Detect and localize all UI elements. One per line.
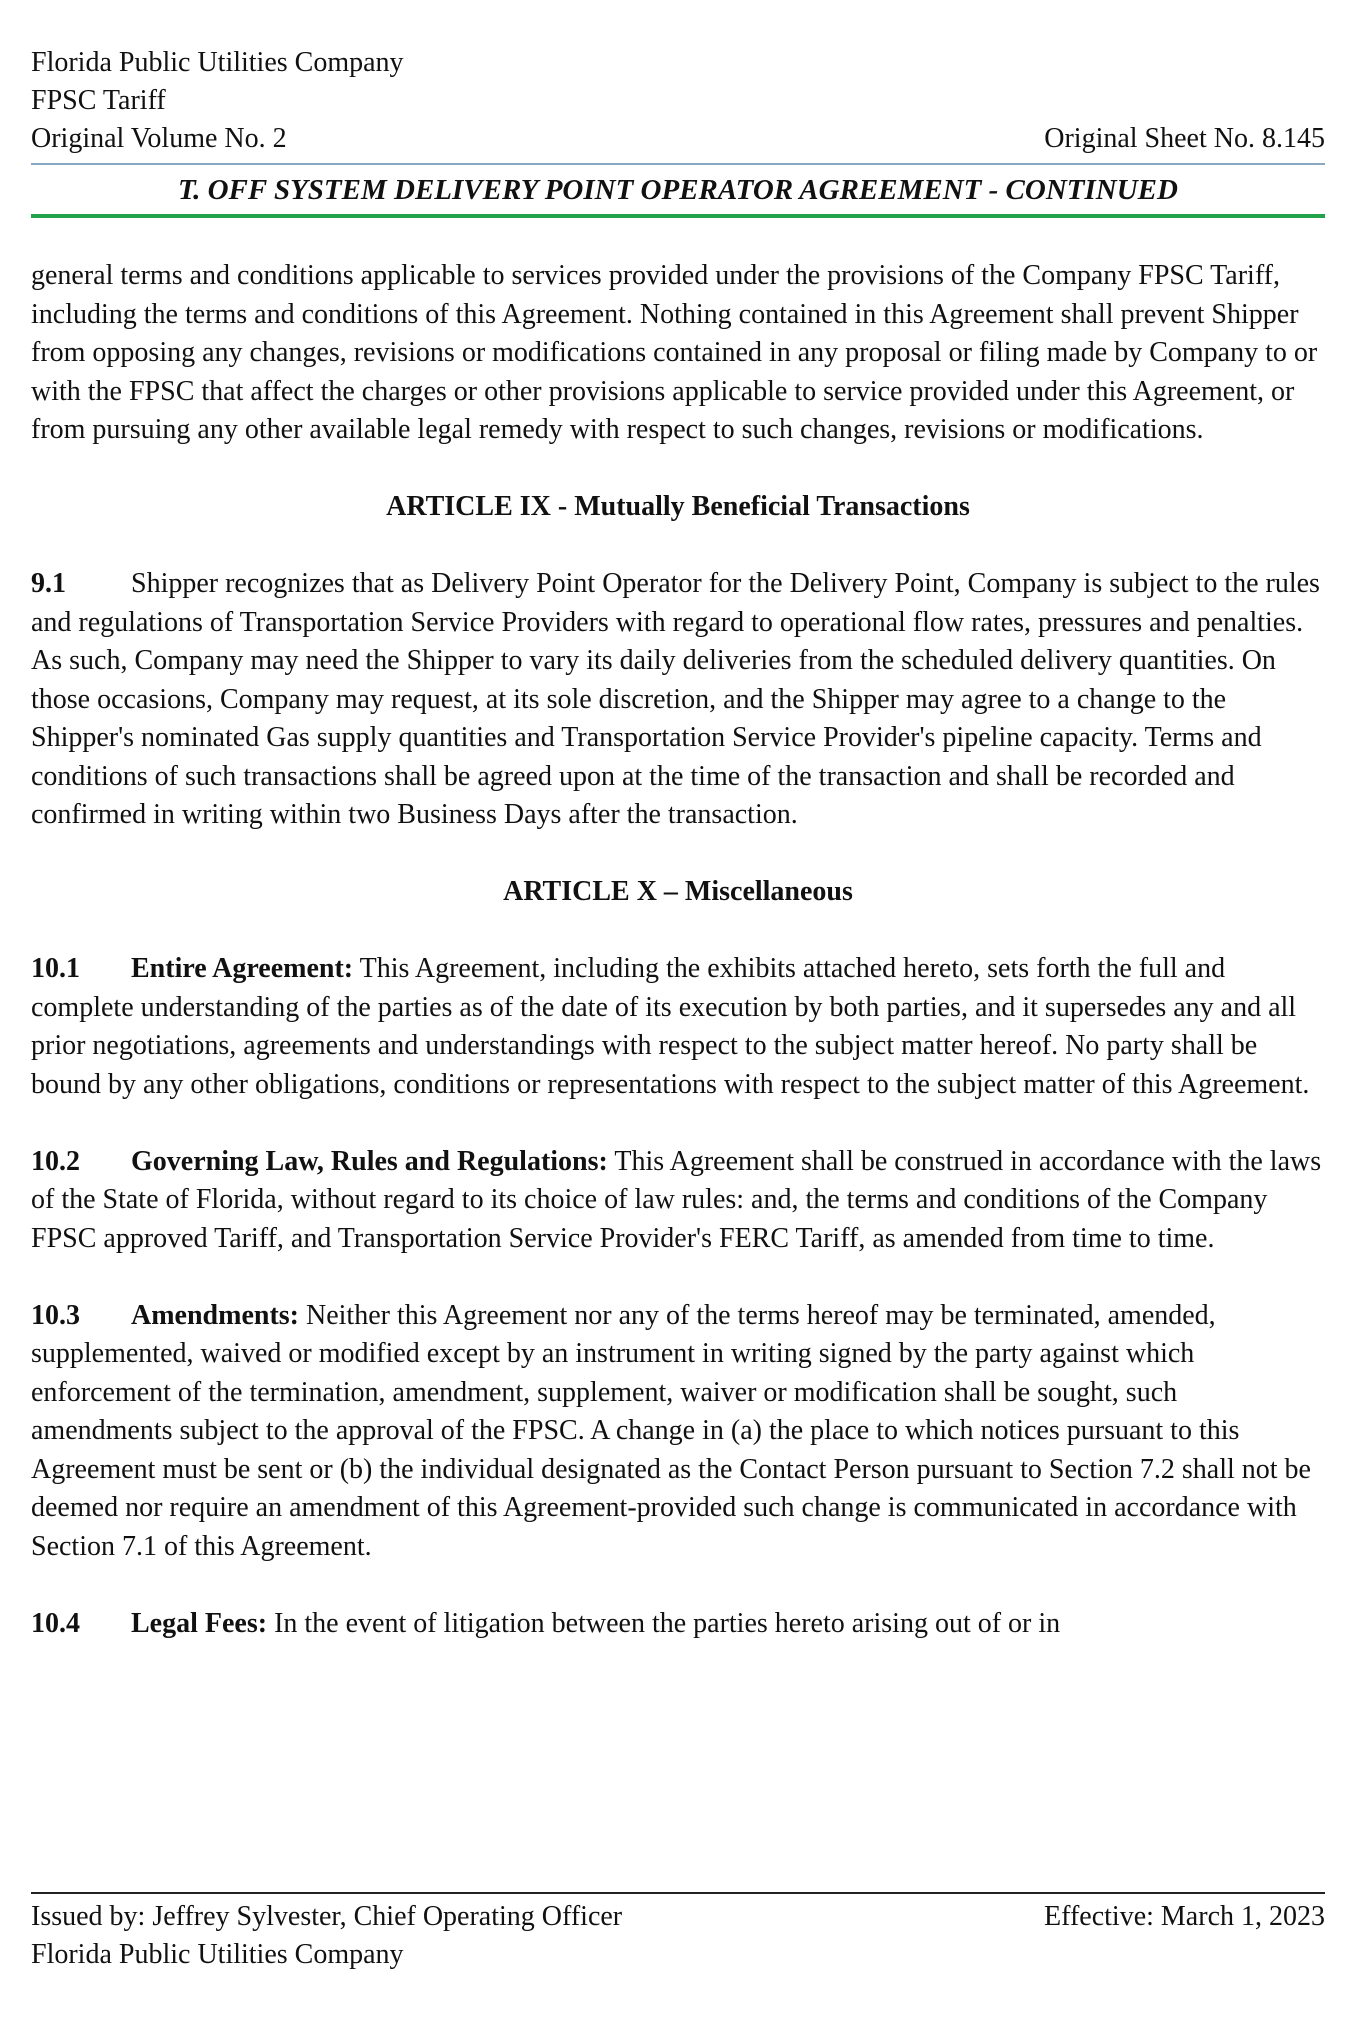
- header-divider: [31, 163, 1325, 165]
- section-label: Legal Fees:: [131, 1607, 268, 1639]
- section-10-2: [31, 1143, 1325, 1259]
- section-label: Governing Law, Rules and Regulations:: [131, 1145, 608, 1177]
- section-title: T. OFF SYSTEM DELIVERY POINT OPERATOR AGREEMENT - CONTINUED: [178, 174, 1178, 206]
- section-10-4: [31, 1605, 1325, 1644]
- section-text: Neither this Agreement nor any of the terms hereof may be terminated, amended, supplemented, waived or modified except by an instrument in writing signed by the party against which enforcement of the termination, amendment, supplement, waiver or modification shall be sought, such amendments subject to the approval of the FPSC. A change in (a) the place to which notices pursuant to this Agreement must be sent or (b) the individual designated as the Contact Person pursuant to Section 7.2 shall not be deemed nor require an amendment of this Agreement-provided such change is communicated in accordance with Section 7.1 of this Agreement.: [31, 1299, 1311, 1562]
- section-number: 10.3: [31, 1299, 80, 1331]
- intro-paragraph: general terms and conditions applicable to services provided under the provisions of the Company FPSC Tariff, including the terms and conditions of this Agreement. Nothing contained in this Agreement shall prevent Shipper from opposing any changes, revisions or modifications contained in any proposal or filing made by Company to or with the FPSC that affect the charges or other provisions applicable to service provided under this Agreement, or from pursuing any other available legal remedy with respect to such changes, revisions or modifications.: [31, 260, 1318, 445]
- header-tariff: FPSC Tariff: [31, 85, 166, 116]
- footer-issued-by: Issued by: Jeffrey Sylvester, Chief Operating Officer: [31, 1901, 623, 1932]
- article-x-heading: ARTICLE X – Miscellaneous: [503, 876, 853, 907]
- header-company: Florida Public Utilities Company: [31, 47, 404, 78]
- section-10-3: [31, 1297, 1325, 1567]
- section-label: Entire Agreement:: [131, 953, 354, 984]
- section-10-1: [31, 950, 1325, 1104]
- section-9-1: [31, 565, 1325, 835]
- section-text: This Agreement, including the exhibits attached hereto, sets forth the full and complete understanding of the parties as of the date of its execution by both parties, and it supersedes any and all prior negotiations, agreements and understandings with respect to the subject matter hereof. No party shall be bound by any other obligations, conditions or representations with respect to the subject matter of this Agreement.: [31, 953, 1310, 1100]
- section-text: In the event of litigation between the parties hereto arising out of or in: [274, 1607, 1061, 1639]
- section-number: 10.2: [31, 1145, 80, 1177]
- article-ix-heading: ARTICLE IX - Mutually Beneficial Transactions: [386, 491, 970, 522]
- section-number: 10.4: [31, 1607, 80, 1639]
- section-number: 9.1: [31, 568, 66, 599]
- section-label: Amendments:: [131, 1299, 299, 1331]
- section-text: Shipper recognizes that as Delivery Point Operator for the Delivery Point, Company is subject to the rules and regulations of Transportation Service Providers with regard to operational flow rates, pressures and penalties. As such, Company may need the Shipper to vary its daily deliveries from the scheduled delivery quantities. On those occasions, Company may request, at its sole discretion, and the Shipper may agree to a change to the Shipper's nominated Gas supply quantities and Transportation Service Provider's pipeline capacity. Terms and conditions of such transactions shall be agreed upon at the time of the transaction and shall be recorded and confirmed in writing within two Business Days after the transaction.: [31, 568, 1320, 830]
- section-number: 10.1: [31, 953, 80, 984]
- footer-divider: [31, 1892, 1325, 1894]
- footer-company: Florida Public Utilities Company: [31, 1939, 404, 1970]
- document-body: [31, 257, 1325, 1682]
- header-volume: Original Volume No. 2: [31, 123, 287, 154]
- footer-effective-date: Effective: March 1, 2023: [1044, 1901, 1325, 1932]
- header-sheet-number: Original Sheet No. 8.145: [1044, 123, 1325, 154]
- section-text: This Agreement shall be construed in accordance with the laws of the State of Florida, without regard to its choice of law rules: and, the terms and conditions of the Company FPSC approved Tariff, and Transportation Service Provider's FERC Tariff, as amended from time to time.: [31, 1145, 1322, 1254]
- section-title-rule: [31, 214, 1325, 218]
- tariff-page: [31, 0, 1325, 2026]
